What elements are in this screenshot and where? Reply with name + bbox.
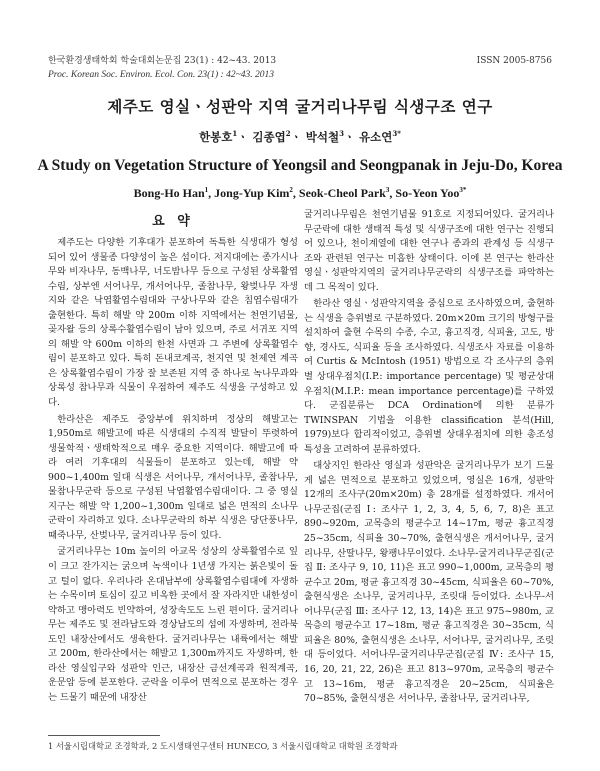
author-en: Jong-Yup Kim$^2$ [214, 186, 293, 200]
author-ko: 유소연$^{3*}$ [359, 129, 401, 144]
body-paragraph: 굴거리나무는 10m 높이의 아교목 성상의 상록활엽수로 잎이 크고 잔가지는 굵으며 녹색이나 1년생 가지는 붉은빛이 돌고 털이 없다. 우리나라 온대남부에 상록활엽수림대에 자생하는 수목이며 토심이 깊고 비옥한 곳에서 잘 자라지만 내한성이 약하고 맹아력도 빈약하여, 성장속도도 느린 편이다. 굴거리나무는 제주도 및 전라남도와 경상남도의 섬에 자생하며, 전라북도인 내장산에서도 생육한다. 굴거리나무는 내륙에서는 해발고 200m, 한라산에서는 해발고 1,300m까지도 자생하며, 한라산 영실입구와 성판악 인근, 내장산 금선계곡과 원적계곡, 운문암 등에 분포한다. 군락을 이루어 면적으로 분포하는 경우는 드물기 때문에 내장산 [48, 546, 298, 703]
journal-citation-ko: 한국환경생태학회 학술대회논문집 23(1) : 42~43. 2013 [48, 56, 277, 66]
author-en: Seok-Cheol Park$^3$ [298, 186, 390, 200]
author-en: So-Yeon Yoo$^{3*}$ [395, 186, 467, 200]
abstract-heading: 요 약 [152, 214, 194, 229]
journal-citation-en: Proc. Korean Soc. Environ. Ecol. Con. 23(1) : 42~43. 2013 [48, 70, 274, 80]
author-ko: 김종엽$^2$ [252, 129, 291, 144]
running-header [48, 54, 552, 82]
left-column [48, 208, 298, 706]
body-paragraph: 제주도는 다양한 기후대가 분포하여 독특한 식생대가 형성되어 있어 생물종 다양성이 높은 섬이다. 저지대에는 종가시나무와 비자나무, 동백나무, 너도밤나무 등으로 구성된 상록활엽수림, 상부엔 서어나무, 개서어나무, 졸참나무, 왕벚나무 자생지와 같은 낙엽활엽수림대와 구상나무와 같은 침엽수림대가 출현한다. 특히 해발 약 200m 이하 지역에서는 천연기념물, 곶자왈 등의 상록수활엽수림이 남아 있으며, 주로 서귀포 지역의 해발 약 600m 이하의 한천 사면과 그 주변에 상록활엽수림이 분포하고 있다. 특히 돈내코계곡, 천지연 및 천제연 계곡은 상록활엽수림이 가장 잘 보존된 지역 중 하나로 녹나무과와 상록성 참나무과 식물이 우점하여 제주도 식생을 구성하고 있다. [48, 237, 298, 409]
issn: ISSN 2005-8756 [476, 56, 552, 66]
author-en: Bong-Ho Han$^1$ [133, 186, 209, 200]
body-paragraph: 대상지인 한라산 영실과 성판악은 굴거리나무가 보기 드물게 넓은 면적으로 분포하고 있었으며, 영실은 16개, 성판악 12개의 조사구(20m×20m) 총 28개를 설정하였다. 개서어나무군집(군집 Ⅰ: 조사구 1, 2, 3, 4, 5, 6, 7, 8)은 표고 890~920m, 교목층의 평균수고 14~17m, 평균 흉고직경 25~35cm, 식피율 30~70%, 출현식생은 개서어나무, 굴거리나무, 산딸나무, 왕팽나무이었다. 소나무-굴거리나무군집(군집 Ⅱ: 조사구 9, 10, 11)은 표고 990~1,000m, 교목층의 평균수고 20m, 평균 흉고직경 30~45cm, 식피율은 60~70%, 출현식생은 소나무, 굴거리나무, 조릿대 등이었다. 소나무-서어나무(군집 Ⅲ: 조사구 12, 13, 14)은 표고 975~980m, 교목층의 평균수고 17~18m, 평균 흉고직경은 30~35cm, 식피율은 80%, 출현식생은 소나무, 서어나무, 굴거리나무, 조릿대 등이었다. 서어나무-굴거리나무군집(군집 Ⅳ: 조사구 15, 16, 20, 21, 22, 26)은 표고 813~970m, 교목층의 평균수고 13~16m, 평균 흉고직경은 20~25cm, 식피율은 70~85%, 출현식생은 서어나무, 졸참나무, 굴거리나무, [304, 460, 554, 705]
affiliation-footnote: 1 서울시립대학교 조경학과, 2 도시생태연구센터 HUNECO, 3 서울시립대학교 대학원 조경학과 [48, 741, 398, 751]
author-list-en: Bong-Ho Han$^1$, Jong-Yup Kim$^2$, Seok-Cheol Park$^3$, So-Yeon Yoo$^{3*}$ [133, 186, 467, 200]
right-column [304, 208, 554, 707]
author-list-ko: 한봉호$^1$ㆍ 김종엽$^2$ㆍ 박석철$^3$ㆍ 유소연$^{3*}$ [199, 129, 401, 144]
body-paragraph: 한라산은 제주도 중앙부에 위치하며 정상의 해발고는 1,950m로 해발고에 따른 식생대의 수직적 발달이 뚜렷하여 생물학적ㆍ생태학적으로 매우 중요한 지역이다. 해발고에 따라 여러 기후대의 식물들이 분포하고 있는데, 해발 약 900~1,400m 일대 식생은 서어나무, 개서어나무, 졸참나무, 물참나무군락 등으로 구성된 낙엽활엽수림대이다. 그 중 영실지구는 해발 약 1,200~1,300m 일대로 넓은 면적의 소나무군락이 자리하고 있다. 소나무군락의 하부 식생은 당단풍나무, 때죽나무, 산벚나무, 굴거리나무 등이 있다. [48, 413, 298, 541]
body-paragraph: 한라산 영실ㆍ성판악지역을 중심으로 조사하였으며, 출현하는 식생을 층위별로 구분하였다. 20m×20m 크기의 방형구를 설치하여 출현 수목의 수종, 수고, 흉고직경, 식피율, 고도, 방향, 경사도, 식피율 등을 조사하였다. 식생조사 자료를 이용하여 Curtis & McIntosh (1951) 방법으로 각 조사구의 층위별 상대우점치(I.P.: importance percentage) 및 평균상대우점치(M.I.P.: mean importance percentage)를 구하였다. 군집분류는 DCA Ordination에 의한 분류가 TWINSPAN 기법을 이용한 classification 분석(Hill, 1979)보다 합리적이었고, 층위별 상대우점치에 의한 총조성 특성을 고려하여 분류하였다. [304, 298, 554, 455]
author-ko: 박석철$^3$ [305, 129, 344, 144]
body-paragraph: 굴거리나무림은 천연기념물 91호로 지정되어있다. 굴거리나무군락에 대한 생태적 특성 및 식생구조에 대한 연구는 진행되어 있으나, 천이계열에 대한 연구나 종과의 관계성 등 식생구조와 관련된 연구는 미흡한 상태이다. 이에 본 연구는 한라산 영실ㆍ성판악지역의 굴거리나무군락의 식생구조를 파악하는 데 그 목적이 있다. [304, 209, 554, 293]
paper-title-en: A Study on Vegetation Structure of Yeongsil and Seongpanak in Jeju-Do, Korea [37, 157, 563, 174]
paper-title-ko: 제주도 영실ㆍ성판악 지역 굴거리나무림 식생구조 연구 [107, 97, 493, 116]
footnote-divider [48, 735, 160, 736]
author-ko: 한봉호$^1$ [199, 129, 238, 144]
